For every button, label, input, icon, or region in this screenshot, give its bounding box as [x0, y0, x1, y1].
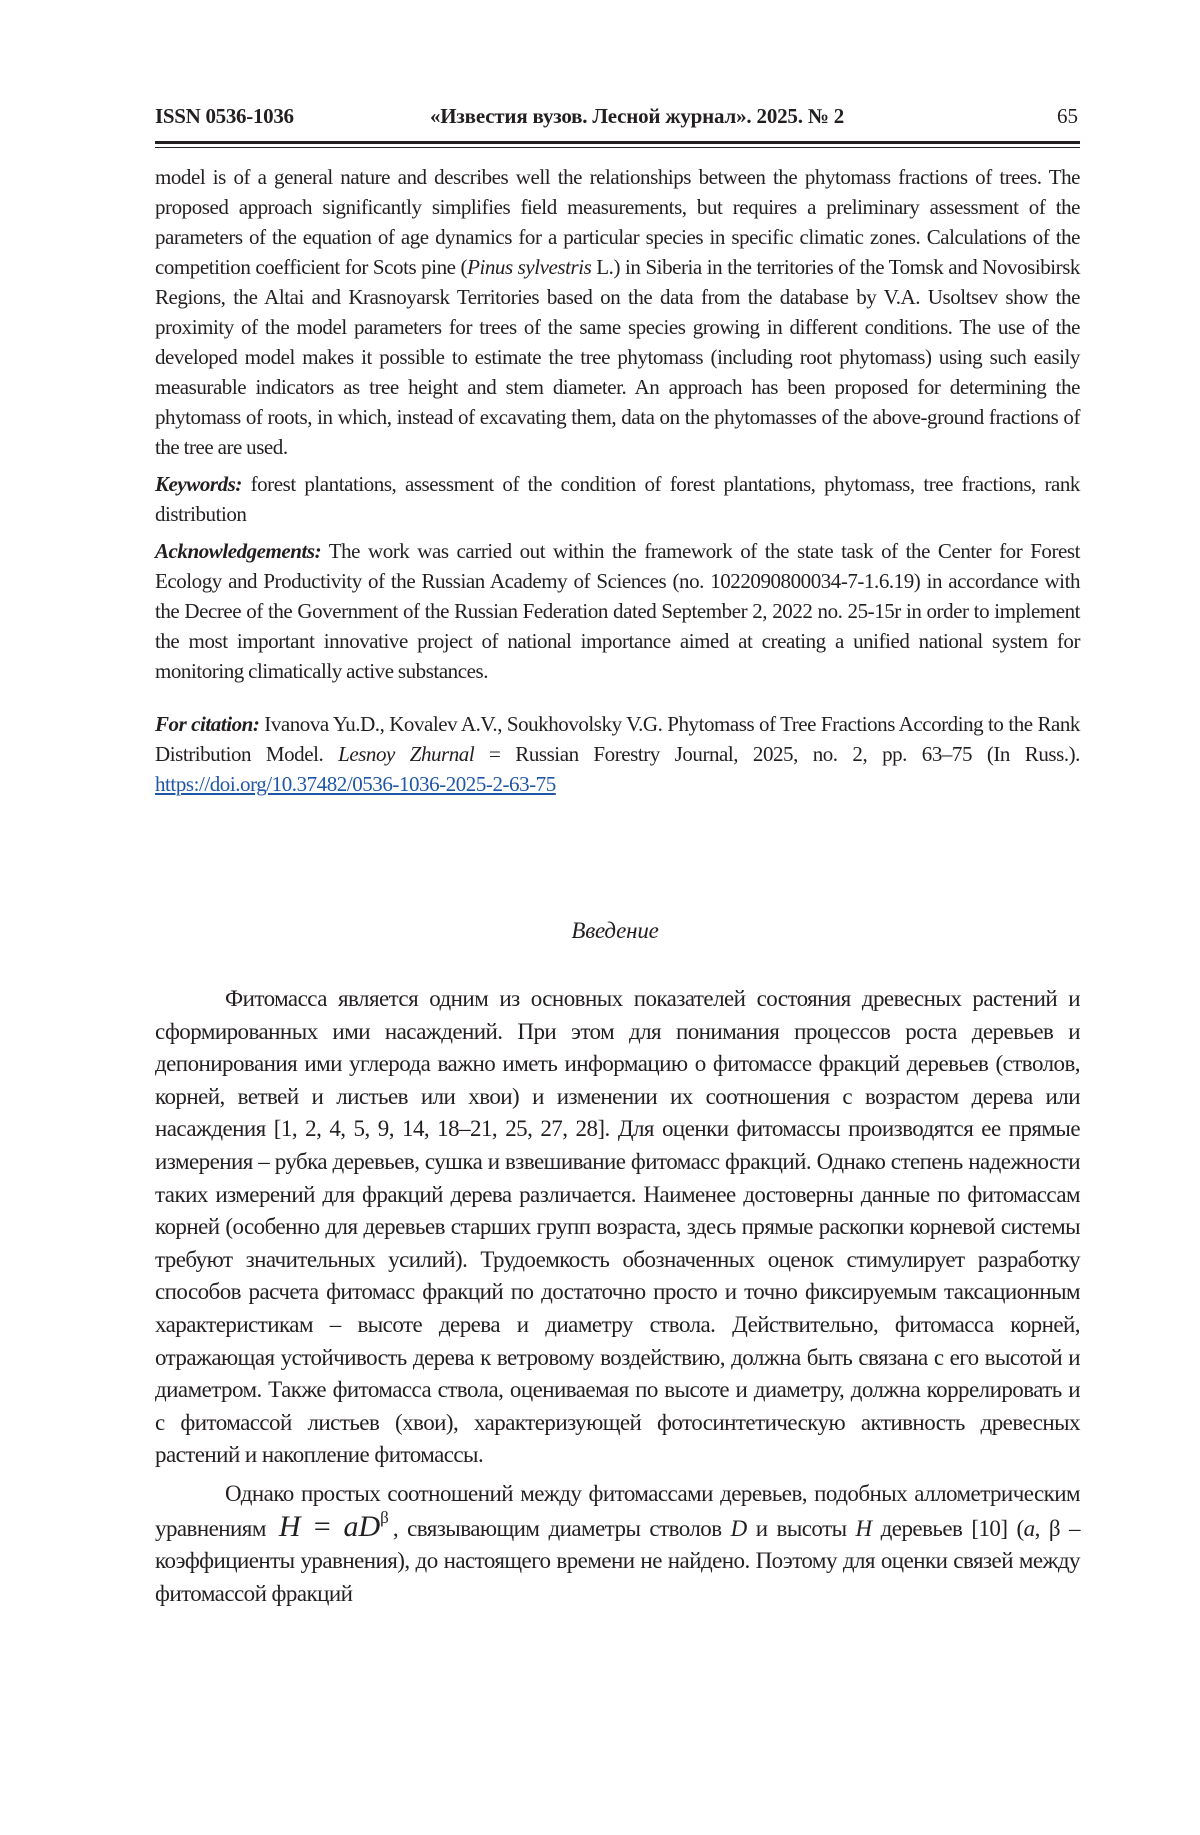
keywords: Keywords: forest plantations, assessment of the condition of forest plantations, phytomass, tree fractions, rank distribution [155, 472, 1080, 526]
acknowledgements: Acknowledgements: The work was carried out within the framework of the state task of the Center for Forest Ecology and Productivity of the Russian Academy of Sciences (no. 1022090800034-7-1.6.19) in accordance with the Decree of the Government of the Russian Federation dated September 2, 2022 no. 25-15r in order to implement the most important innovative project of national importance aimed at creating a unified national system for monitoring climatically active substances. [155, 539, 1080, 683]
doi-link[interactable]: https://doi.org/10.37482/0536-1036-2025-2-63-75 [155, 772, 556, 796]
section-heading: Введение [571, 918, 659, 943]
english-abstract [155, 162, 1080, 799]
citation-label: For citation: [155, 712, 260, 736]
species-name: Pinus sylvestris [467, 255, 592, 279]
paragraph: Фитомасса является одним из основных показателей состояния древесных растений и сформированных ими насаждений. При этом для понимания процессов роста деревьев и депонирования ими углерода важно иметь информацию о фитомассе фракций деревьев (стволов, корней, ветвей и листьев или хвои) и изменении их соотношения с возрастом дерева или насаждения [1, 2, 4, 5, 9, 14, 18–21, 25, 27, 28]. Для оценки фитомассы производятся ее прямые измерения – рубка деревьев, сушка и взвешивание фитомасс фракций. Однако степень надежности таких измерений для фракций дерева различается. Наименее достоверны данные по фитомассам корней (особенно для деревьев старших групп возраста, здесь прямые раскопки корневой системы требуют значительных усилий). Трудоемкость обозначенных оценок стимулирует разработку способов расчета фитомасс фракций по достаточно просто и точно фиксируемым таксационным характеристикам – высоте дерева и диаметру ствола. Действительно, фитомасса корней, отражающая устойчивость дерева к ветровому воздействию, должна быть связана с его высотой и диаметром. Также фитомасса ствола, оцениваемая по высоте и диаметру, должна коррелировать и с фитомассой листьев (хвои), характеризующей фотосинтетическую активность древесных растений и накопление фитомассы. [155, 986, 1080, 1468]
running-header [155, 104, 1080, 134]
citation: For citation: Ivanova Yu.D., Kovalev A.V., Soukhovolsky V.G. Phytomass of Tree Fractions According to the Rank Distribution Model. Lesnoy Zhurnal = Russian Forestry Journal, 2025, no. 2, pp. 63–75 (In Russ.). https://doi.org/10.37482/0536-1036-2025-2-63-75 [155, 712, 1080, 796]
allometric-formula: $H = aD^\beta$ [278, 1507, 389, 1543]
paragraph: Однако простых соотношений между фитомассами деревьев, подобных аллометрическим уравнениям $H = aD^\beta$ , связывающим диаметры стволов D и высоты H деревьев [10] (a, β – коэффициенты уравнения), до настоящего времени не найдено. Поэтому для оценки связей между фитомассой фракций [155, 1480, 1080, 1606]
body-text [155, 983, 1080, 1610]
abstract-text: model is of a general nature and describes well the relationships between the phytomass fractions of trees. The proposed approach significantly simplifies field measurements, but requires a preliminary assessment of the parameters of the equation of age dynamics for a particular species in specific climatic zones. Calculations of the competition coefficient for Scots pine (Pinus sylvestris L.) in Siberia in the territories of the Tomsk and Novosibirsk Regions, the Altai and Krasnoyarsk Territories based on the data from the database by V.A. Usoltsev show the proximity of the model parameters for trees of the same species growing in different conditions. The use of the developed model makes it possible to estimate the tree phytomass (including root phytomass) using such easily measurable indicators as tree height and stem diameter. An approach has been proposed for determining the phytomass of roots, in which, instead of excavating them, data on the phytomasses of the above-ground fractions of the tree are used. [155, 165, 1080, 459]
journal-name: Lesnoy Zhurnal [338, 742, 475, 766]
acknowledgements-label: Acknowledgements: [155, 539, 322, 563]
header-rule-thick [155, 141, 1080, 144]
journal-title: «Известия вузов. Лесной журнал». 2025. № 2 [430, 104, 845, 128]
issn: ISSN 0536-1036 [155, 104, 294, 128]
header-rule-thin [155, 147, 1080, 148]
page-number: 65 [1057, 104, 1078, 128]
keywords-label: Keywords: [155, 472, 242, 496]
